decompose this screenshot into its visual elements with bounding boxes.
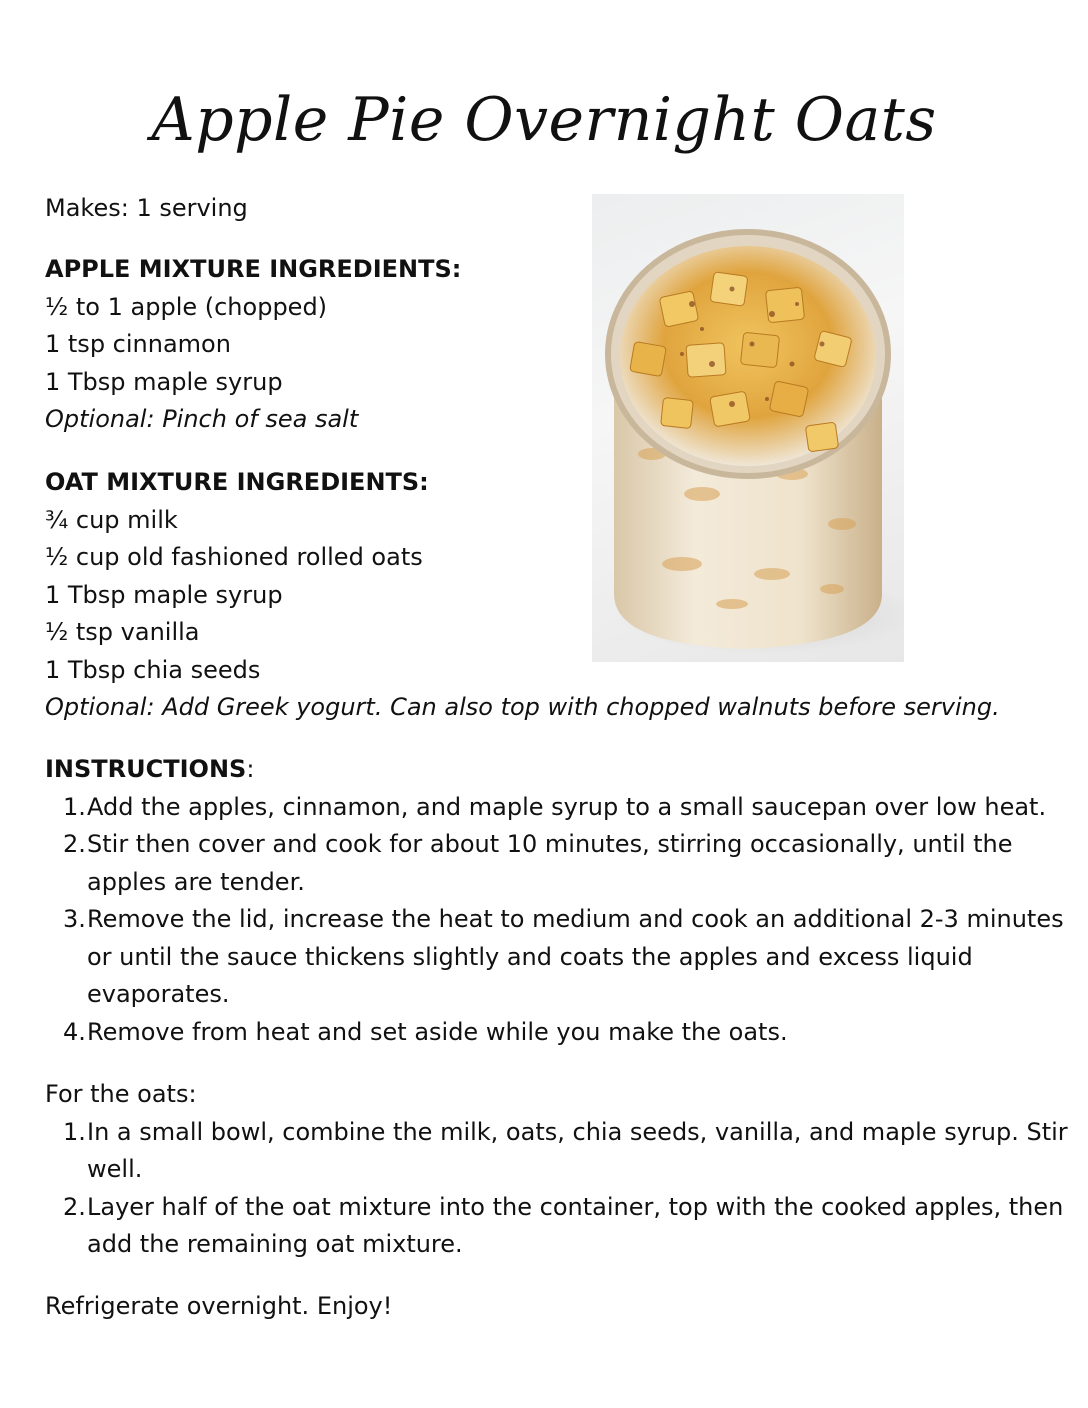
ingredient-item: ¾ cup milk: [45, 505, 178, 534]
recipe-title: Apple Pie Overnight Oats: [151, 85, 937, 155]
oats-section: [45, 1076, 1075, 1264]
instruction-step: [45, 901, 1075, 1014]
instructions-list: [45, 789, 1075, 1052]
ingredient-item: ½ to 1 apple (chopped): [45, 292, 328, 321]
optional-note: Optional: Add Greek yogurt. Can also top with chopped walnuts before serving.: [45, 693, 1000, 721]
instructions-heading-colon: :: [246, 755, 255, 783]
instruction-step: [45, 1189, 1075, 1264]
step-text: Remove the lid, increase the heat to medium and cook an additional 2-3 minutes or until the sauce thickens slightly and coats the apples and excess liquid evaporates.: [87, 905, 1064, 1008]
optional-note: Optional: Pinch of sea salt: [45, 405, 359, 433]
step-text: Add the apples, cinnamon, and maple syrup to a small saucepan over low heat.: [87, 792, 1047, 821]
step-number: 2.: [63, 1192, 86, 1221]
overnight-oats-jar-photo: [592, 194, 904, 662]
ingredient-item: ½ tsp vanilla: [45, 618, 200, 646]
apple-mixture-section: [45, 251, 461, 439]
ingredient-item: ½ cup old fashioned rolled oats: [45, 543, 423, 571]
oat-mixture-heading: OAT MIXTURE INGREDIENTS:: [45, 468, 429, 496]
oats-steps-list: [45, 1114, 1075, 1264]
oats-intro: For the oats:: [45, 1080, 197, 1108]
instruction-step: [45, 789, 1075, 827]
ingredient-item: 1 Tbsp chia seeds: [45, 655, 261, 684]
step-number: 1.: [63, 1117, 86, 1146]
ingredient-item: 1 Tbsp maple syrup: [45, 367, 283, 396]
step-text: Layer half of the oat mixture into the container, top with the cooked apples, then add the remaining oat mixture.: [87, 1192, 1064, 1258]
closing-text: Refrigerate overnight. Enjoy!: [45, 1292, 393, 1320]
step-text: Stir then cover and cook for about 10 minutes, stirring occasionally, until the apples are tender.: [87, 830, 1013, 896]
instructions-section: [45, 751, 1075, 1051]
ingredient-item: 1 Tbsp maple syrup: [45, 580, 283, 609]
step-text: Remove from heat and set aside while you make the oats.: [87, 1017, 788, 1046]
apple-mixture-heading: APPLE MIXTURE INGREDIENTS:: [45, 255, 462, 283]
ingredient-item: 1 tsp cinnamon: [45, 330, 231, 358]
servings-text: Makes: 1 serving: [45, 194, 248, 222]
step-number: 3.: [63, 905, 86, 933]
instruction-step: [45, 1114, 1075, 1189]
instruction-step: [45, 826, 1075, 901]
instructions-heading-row: [45, 751, 1075, 789]
step-number: 4.: [63, 1017, 86, 1046]
step-number: 1.: [63, 792, 86, 821]
instructions-heading: INSTRUCTIONS: [45, 755, 247, 783]
step-number: 2.: [63, 830, 86, 858]
step-text: In a small bowl, combine the milk, oats, chia seeds, vanilla, and maple syrup. Stir well.: [87, 1117, 1068, 1183]
instruction-step: [45, 1014, 1075, 1052]
